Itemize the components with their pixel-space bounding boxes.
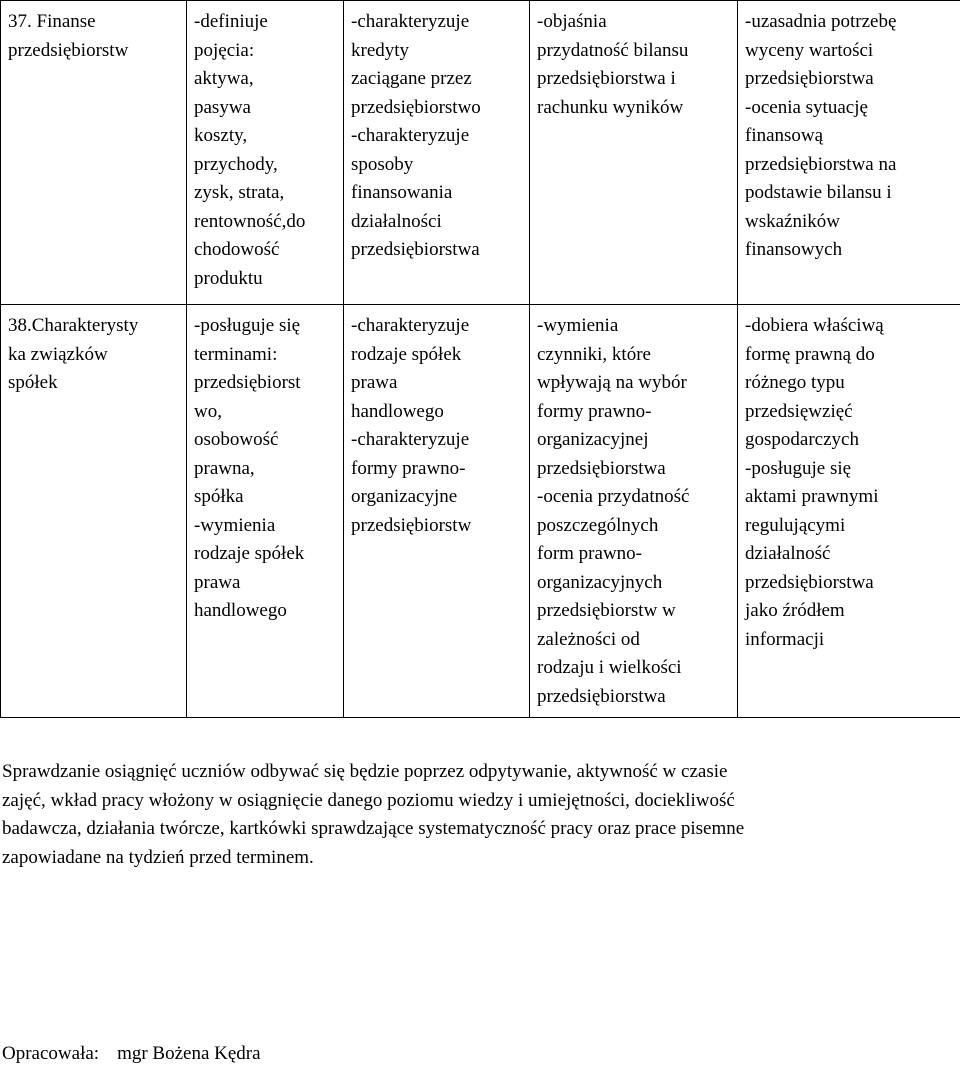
topic-cell: 37. Finanse przedsiębiorstw — [1, 1, 187, 305]
author-name: mgr Bożena Kędra — [117, 1043, 261, 1064]
requirements-cell: -definiuje pojęcia: aktywa, pasywa koszty, przychody, zysk, strata, rentowność,do chodowość produktu — [187, 1, 344, 305]
table-row — [1, 1, 960, 305]
requirements-cell: -charakteryzuje rodzaje spółek prawa handlowego -charakteryzuje formy prawno- organizacyjne przedsiębiorstw — [344, 305, 530, 718]
table-row — [1, 305, 960, 718]
requirements-cell: -uzasadnia potrzebę wyceny wartości przedsiębiorstwa -ocenia sytuację finansową przedsiębiorstwa na podstawie bilansu i wskaźników finansowych — [738, 1, 960, 305]
author-line — [2, 1040, 261, 1068]
requirements-cell: -charakteryzuje kredyty zaciągane przez przedsiębiorstwo -charakteryzuje sposoby finansowania działalności przedsiębiorstwa — [344, 1, 530, 305]
requirements-cell: -posługuje się terminami: przedsiębiorst wo, osobowość prawna, spółka -wymienia rodzaje spółek prawa handlowego — [187, 305, 344, 718]
author-label: Opracowała: — [2, 1043, 100, 1064]
requirements-cell: -wymienia czynniki, które wpływają na wybór formy prawno- organizacyjnej przedsiębiorstwa -ocenia przydatność poszczególnych form prawno- organizacyjnych przedsiębiorstw w zależności od rodzaju i wielkości przedsiębiorstwa — [530, 305, 738, 718]
assessment-paragraph: Sprawdzanie osiągnięć uczniów odbywać się będzie poprzez odpytywanie, aktywność w czasie zajęć, wkład pracy włożony w osiągnięcie danego poziomu wiedzy i umiejętności, dociekliwość badawcza, działania twórcze, kartkówki sprawdzające systematyczność pracy oraz prace pisemne zapowiadane na tydzień przed terminem. — [2, 761, 745, 868]
topic-cell: 38.Charakterysty ka związków spółek — [1, 305, 187, 718]
requirements-cell: -dobiera właściwą formę prawną do różnego typu przedsięwzięć gospodarczych -posługuje się aktami prawnymi regulującymi działalność przedsiębiorstwa jako źródłem informacji — [738, 305, 960, 718]
requirements-cell: -objaśnia przydatność bilansu przedsiębiorstwa i rachunku wyników — [530, 1, 738, 305]
